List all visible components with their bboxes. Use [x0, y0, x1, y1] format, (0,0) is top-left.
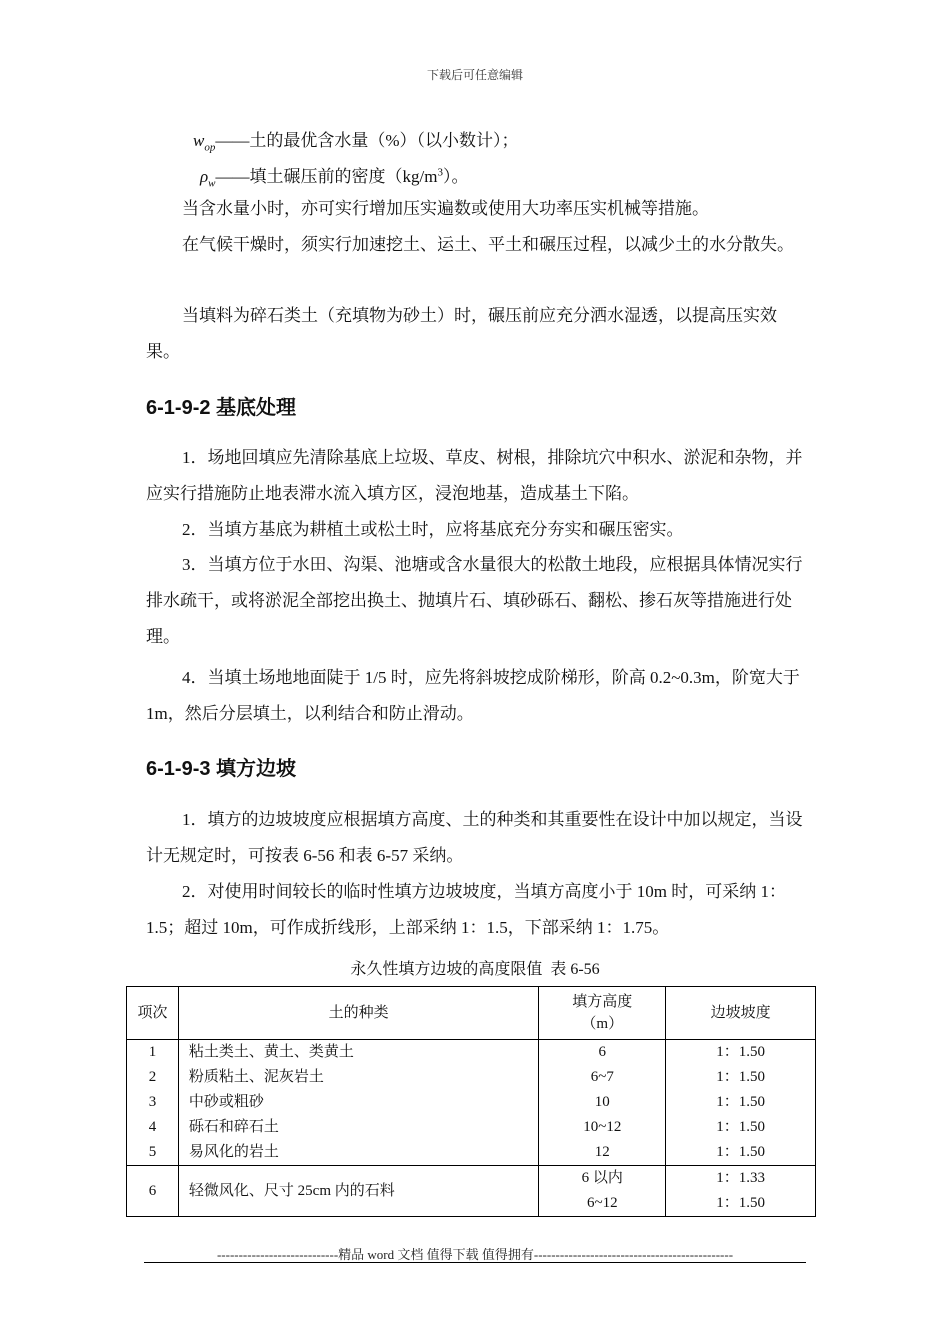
header-fill-height-label: 填方高度	[572, 994, 633, 1010]
slope-ratio: 1：1.33	[716, 1170, 765, 1186]
fill-height: 6~7	[590, 1069, 614, 1085]
paragraph: 1．场地回填应先清除基底上垃圾、草皮、树根，排除坑穴中积水、淤泥和杂物，并应实行措施防止地表滞水流入填方区，浸泡地基，造成基土下陷。	[146, 448, 803, 503]
slope-ratio: 1：1.50	[716, 1144, 765, 1160]
table-header-row	[127, 987, 816, 1040]
table-caption-number: 表 6-56	[550, 961, 600, 978]
fill-height: 10	[594, 1094, 610, 1110]
table-caption	[0, 956, 950, 979]
footer-rule	[144, 1262, 806, 1263]
variable-definition-rho	[200, 162, 468, 189]
paragraph: 1．填方的边坡坡度应根据填方高度、土的种类和其重要性在设计中加以规定，当设计无规定时，可按表 6-56 和表 6-57 采纳。	[146, 810, 803, 865]
fill-height-cell	[539, 1166, 666, 1217]
soil-type-cell	[178, 1166, 538, 1217]
soil-type: 中砂或粗砂	[188, 1094, 264, 1110]
soil-type: 粘土类土、黄土、类黄土	[188, 1044, 354, 1060]
paragraph: 当含水量小时，亦可实行增加压实遍数或使用大功率压实机械等措施。	[182, 199, 709, 218]
slope-ratio: 1：1.50	[716, 1044, 765, 1060]
section-heading: 6-1-9-3 填方边坡	[146, 758, 297, 780]
item-number-cell	[127, 1166, 179, 1217]
soil-type: 轻微风化、尺寸 25cm 内的石料	[188, 1182, 395, 1199]
slope-ratio: 1：1.50	[716, 1094, 765, 1110]
fill-height: 12	[594, 1144, 610, 1160]
table-row	[127, 1040, 816, 1166]
height-limit-table	[126, 986, 816, 1217]
slope-cell	[666, 1166, 816, 1217]
fill-height: 6	[598, 1044, 607, 1060]
fill-height-cell	[539, 1040, 666, 1166]
table-row	[127, 1166, 816, 1217]
item-number: 1	[148, 1044, 157, 1060]
page-footer: ----------------------------精品 word 文档 值得下载 值得拥有----------------------------------------------	[216, 1247, 734, 1262]
definition-text: ——土的最优含水量（%）（以小数计）；	[215, 131, 519, 150]
slope-ratio: 1：1.50	[716, 1069, 765, 1085]
fill-height: 10~12	[583, 1119, 622, 1135]
table-caption-title: 永久性填方边坡的高度限值	[350, 959, 543, 978]
soil-type-cell	[178, 1040, 538, 1166]
definition-text-end: ）。	[442, 167, 469, 186]
paragraph: 2．对使用时间较长的临时性填方边坡坡度，当填方高度小于 10m 时，可采纳 1：1.5；超过 10m，可作成折线形，上部采纳 1：1.5，下部采纳 1：1.75。	[146, 882, 786, 937]
page-header: 下载后可任意编辑	[426, 68, 523, 82]
item-number: 5	[148, 1144, 157, 1160]
symbol-subscript: op	[204, 141, 216, 154]
fill-height: 6~12	[586, 1195, 618, 1211]
item-number: 6	[148, 1182, 157, 1199]
item-number: 4	[148, 1119, 157, 1135]
slope-ratio: 1：1.50	[716, 1119, 765, 1135]
paragraph: 2．当填方基底为耕植土或松土时，应将基底充分夯实和碾压密实。	[182, 520, 684, 539]
paragraph: 4．当填土场地地面陡于 1/5 时，应先将斜坡挖成阶梯形，阶高 0.2~0.3m，阶宽大于 1m，然后分层填土，以利结合和防止滑动。	[146, 668, 800, 723]
header-fill-height-unit: （m）	[581, 1016, 624, 1032]
symbol-subscript: w	[208, 177, 216, 190]
header-slope: 边坡坡度	[666, 987, 816, 1040]
soil-type: 粉质粘土、泥灰岩土	[188, 1069, 324, 1085]
item-number-cell	[127, 1040, 179, 1166]
soil-type: 砾石和碎石土	[188, 1119, 279, 1135]
fill-height: 6 以内	[581, 1170, 623, 1186]
header-fill-height	[539, 987, 666, 1040]
section-heading: 6-1-9-2 基底处理	[146, 397, 297, 419]
symbol: w	[193, 131, 205, 150]
slope-ratio: 1：1.50	[716, 1195, 765, 1211]
item-number: 3	[148, 1094, 157, 1110]
slope-cell	[666, 1040, 816, 1166]
symbol: ρ	[200, 167, 209, 186]
unit-superscript: 3	[437, 166, 443, 179]
header-soil-type: 土的种类	[178, 987, 538, 1040]
paragraph: 当填料为碎石类土（充填物为砂土）时，碾压前应充分洒水湿透，以提高压实效果。	[146, 306, 777, 361]
paragraph: 3．当填方位于水田、沟渠、池塘或含水量很大的松散土地段，应根据具体情况实行排水疏干，或将淤泥全部挖出换土、抛填片石、填砂砾石、翻松、掺石灰等措施进行处理。	[146, 555, 803, 646]
item-number: 2	[148, 1069, 157, 1085]
paragraph: 在气候干燥时，须实行加速挖土、运土、平土和碾压过程，以减少土的水分散失。	[182, 235, 794, 254]
header-item-no: 项次	[127, 987, 179, 1040]
soil-type: 易风化的岩土	[188, 1144, 279, 1160]
variable-definition-wop	[193, 126, 519, 153]
definition-text: ——填土碾压前的密度（kg/m	[215, 167, 438, 186]
